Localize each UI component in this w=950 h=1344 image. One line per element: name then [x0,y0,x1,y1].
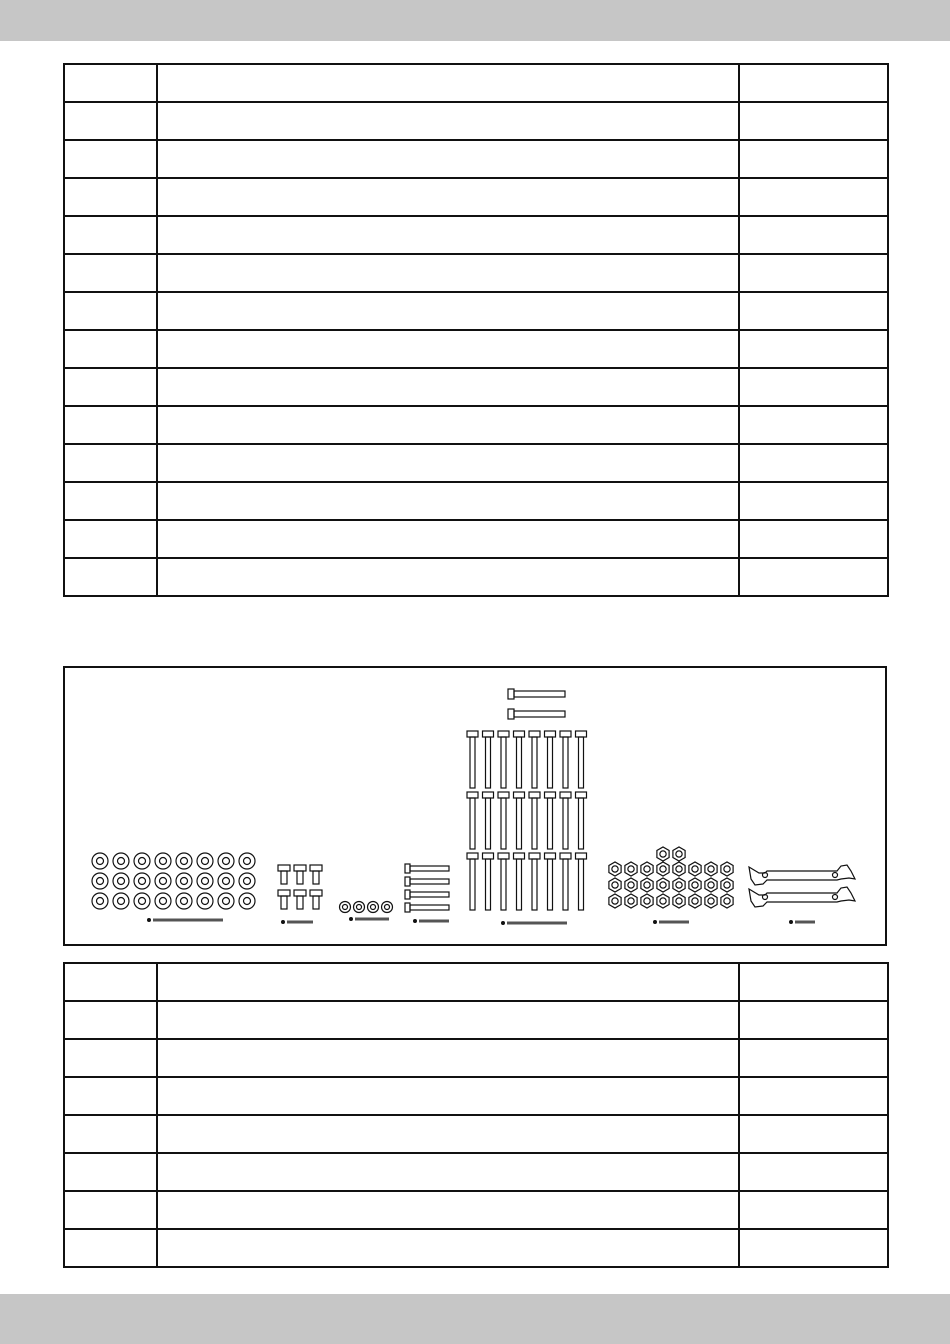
table-row [64,330,888,368]
table-cell [157,444,739,482]
table-cell [739,102,888,140]
nut-icon [673,878,685,892]
parts-table-bottom [63,962,889,1268]
table-cell [157,1191,739,1229]
washer-icon [218,873,234,889]
washer-icon [134,873,150,889]
washer-icon [176,893,192,909]
table-cell [64,1229,157,1267]
wrench-icon [749,887,855,907]
table-cell [64,406,157,444]
washer-icon [176,873,192,889]
washer-icon [155,873,171,889]
table-cell [157,368,739,406]
long-bolt-icon [508,689,514,699]
nut-icon [625,894,637,908]
long-bolt-icon [467,792,478,798]
medium-bolt-icon [405,890,410,899]
table-cell [157,963,739,1001]
table-cell [64,254,157,292]
table-cell [739,482,888,520]
table-row [64,1115,888,1153]
table-row [64,1229,888,1267]
table-row [64,368,888,406]
long-bolt-icon [560,853,571,859]
table-cell [157,482,739,520]
table-cell [64,482,157,520]
table-cell [739,254,888,292]
table-row [64,444,888,482]
table-row [64,140,888,178]
short-bolt-icon [310,865,322,871]
table-row [64,406,888,444]
washer-icon [197,853,213,869]
washer-icon [239,873,255,889]
washer-icon [197,893,213,909]
table-cell [64,1191,157,1229]
washer-icon [92,873,108,889]
caption-mark [349,917,353,921]
table-cell [64,1001,157,1039]
table-cell [739,1039,888,1077]
table-row [64,1191,888,1229]
hardware-panel [63,666,887,946]
long-bolt-icon [514,731,525,737]
table-cell [157,406,739,444]
table-cell [64,1153,157,1191]
washer-icon [197,873,213,889]
table-cell [739,520,888,558]
table-cell [157,178,739,216]
nut-icon [689,878,701,892]
short-bolt-icon [278,890,290,896]
table-cell [739,1115,888,1153]
table-cell [739,1229,888,1267]
table-row [64,558,888,596]
washer-icon [239,853,255,869]
table-cell [64,140,157,178]
long-bolt-icon [514,792,525,798]
long-bolt-icon [467,731,478,737]
nut-icon [673,862,685,876]
table-cell [64,292,157,330]
table-row [64,254,888,292]
parts-table-top [63,63,889,597]
long-bolt-icon [560,731,571,737]
long-bolt-icon [498,853,509,859]
table-cell [739,558,888,596]
nut-icon [673,847,685,861]
table-cell [64,102,157,140]
nut-icon [657,847,669,861]
table-cell [739,444,888,482]
nut-icon [641,894,653,908]
header-band [0,0,950,41]
table-cell [64,963,157,1001]
caption-mark [501,921,505,925]
small-washer-icon [340,902,351,913]
caption-mark [653,920,657,924]
long-bolt-icon [576,853,587,859]
nut-icon [657,862,669,876]
table-cell [64,368,157,406]
washer-icon [92,893,108,909]
table-row [64,520,888,558]
washer-icon [113,873,129,889]
table-cell [739,1001,888,1039]
long-bolt-icon [498,792,509,798]
table-cell [64,1077,157,1115]
nut-icon [689,894,701,908]
long-bolt-icon [483,731,494,737]
washer-icon [218,893,234,909]
table-cell [739,406,888,444]
washer-icon [113,893,129,909]
nut-icon [657,894,669,908]
nut-icon [721,878,733,892]
table-cell [739,64,888,102]
table-row [64,292,888,330]
table-row [64,1039,888,1077]
table-cell [157,1039,739,1077]
long-bolt-icon [514,853,525,859]
table-row [64,963,888,1001]
washer-icon [134,893,150,909]
small-washer-icon [382,902,393,913]
nut-icon [609,862,621,876]
table-cell [157,1115,739,1153]
short-bolt-icon [310,890,322,896]
long-bolt-icon [508,709,514,719]
nut-icon [609,878,621,892]
nut-icon [705,878,717,892]
nut-icon [673,894,685,908]
table-cell [739,368,888,406]
hardware-illustration [65,668,885,944]
table-cell [64,1039,157,1077]
long-bolt-icon [483,792,494,798]
nut-icon [705,862,717,876]
table-cell [157,330,739,368]
washer-icon [113,853,129,869]
washer-icon [134,853,150,869]
short-bolt-icon [294,865,306,871]
nut-icon [721,894,733,908]
long-bolt-icon [545,792,556,798]
nut-icon [625,862,637,876]
table-row [64,178,888,216]
table-cell [739,140,888,178]
table-cell [157,1001,739,1039]
caption-mark [789,920,793,924]
long-bolt-icon [529,731,540,737]
table-cell [64,1115,157,1153]
washer-icon [239,893,255,909]
table-cell [739,178,888,216]
table-cell [157,64,739,102]
table-cell [64,330,157,368]
nut-icon [625,878,637,892]
long-bolt-icon [545,853,556,859]
footer-band [0,1294,950,1344]
table-cell [157,1229,739,1267]
nut-icon [689,862,701,876]
washer-icon [218,853,234,869]
long-bolt-icon [576,731,587,737]
caption-mark [413,919,417,923]
table-cell [64,216,157,254]
table-cell [157,254,739,292]
table-row [64,482,888,520]
small-washer-icon [368,902,379,913]
caption-mark [281,920,285,924]
table-cell [157,1153,739,1191]
nut-icon [641,878,653,892]
table-cell [157,216,739,254]
nut-icon [721,862,733,876]
table-cell [157,102,739,140]
long-bolt-icon [560,792,571,798]
table-cell [64,558,157,596]
caption-mark [147,918,151,922]
long-bolt-icon [467,853,478,859]
table-cell [739,330,888,368]
table-cell [157,292,739,330]
washer-icon [176,853,192,869]
nut-icon [641,862,653,876]
table-cell [739,216,888,254]
table-cell [157,140,739,178]
nut-icon [609,894,621,908]
long-bolt-icon [483,853,494,859]
table-row [64,102,888,140]
table-cell [739,963,888,1001]
washer-icon [92,853,108,869]
long-bolt-icon [529,853,540,859]
table-cell [739,292,888,330]
long-bolt-icon [545,731,556,737]
wrench-icon [749,865,855,885]
table-cell [157,520,739,558]
table-cell [739,1191,888,1229]
table-cell [739,1153,888,1191]
table-row [64,1001,888,1039]
medium-bolt-icon [405,877,410,886]
table-cell [64,64,157,102]
table-cell [64,444,157,482]
small-washer-icon [354,902,365,913]
long-bolt-icon [529,792,540,798]
table-cell [157,1077,739,1115]
medium-bolt-icon [405,864,410,873]
long-bolt-icon [576,792,587,798]
table-cell [157,558,739,596]
table-cell [739,1077,888,1115]
table-row [64,64,888,102]
table-row [64,216,888,254]
nut-icon [657,878,669,892]
short-bolt-icon [294,890,306,896]
long-bolt-icon [498,731,509,737]
table-row [64,1153,888,1191]
table-cell [64,178,157,216]
short-bolt-icon [278,865,290,871]
washer-icon [155,853,171,869]
washer-icon [155,893,171,909]
table-cell [64,520,157,558]
table-row [64,1077,888,1115]
nut-icon [705,894,717,908]
medium-bolt-icon [405,903,410,912]
